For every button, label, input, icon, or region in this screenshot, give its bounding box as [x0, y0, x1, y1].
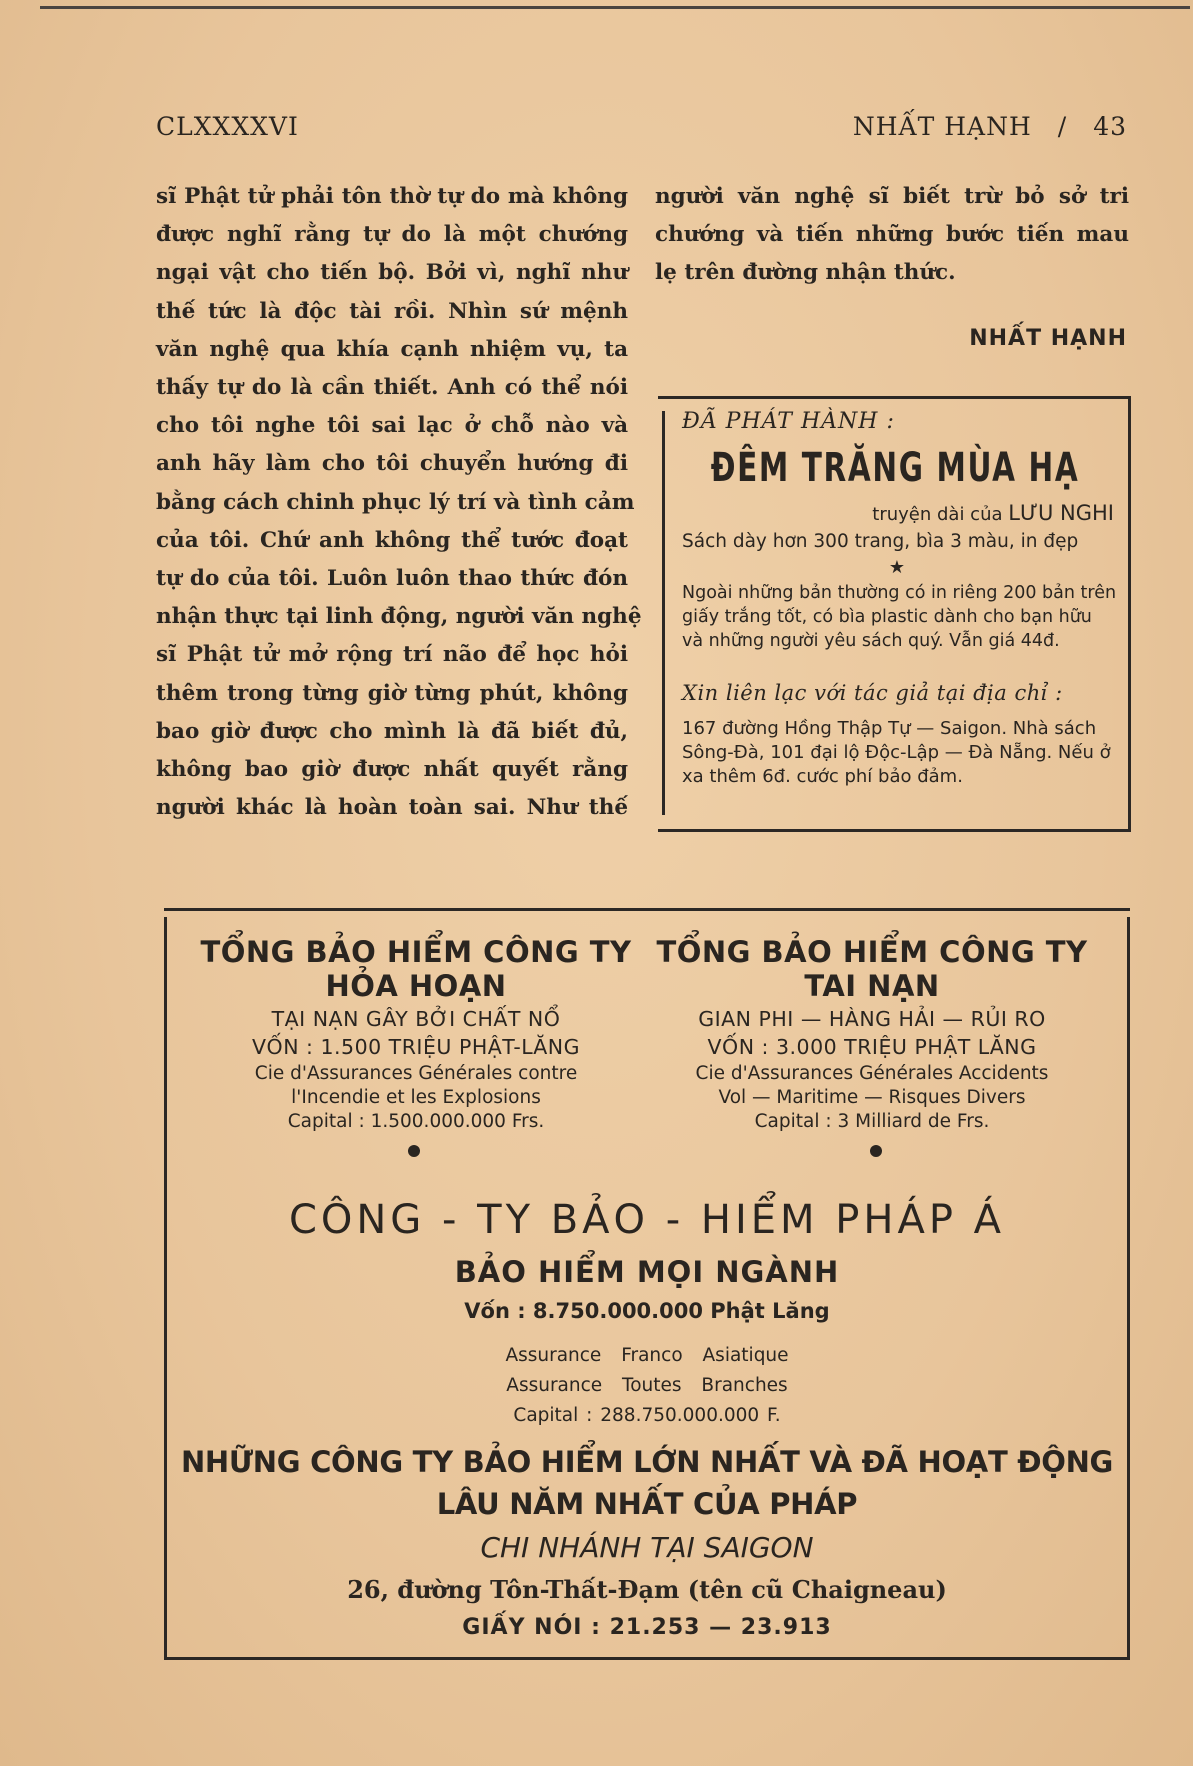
- text-line: nhận thực tại linh động, người văn nghệ: [156, 604, 642, 630]
- branch-label: CHI NHÁNH TẠI SAIGON: [480, 1531, 814, 1564]
- text-line: anh hãy làm cho tôi chuyển hướng đi: [156, 451, 628, 477]
- text-line: người văn nghệ sĩ biết trừ bỏ sở tri: [655, 184, 1129, 209]
- fire-insurance-heading: TỔNG BẢO HIỂM CÔNG TY: [200, 935, 632, 969]
- contact-address: 167 đường Hồng Thập Tự — Saigon. Nhà sách Sông-Đà, 101 đại lộ Độc-Lập — Đà Nẵng. Nếu ở xa thêm 6đ. cước phí bảo đảm.: [682, 718, 1111, 787]
- text-line: bao giờ được cho mình là đã biết đủ,: [156, 718, 628, 744]
- company-name: CÔNG - TY BẢO - HIỂM PHÁP Á: [288, 1197, 1006, 1243]
- text-line: thế tức là độc tài rồi. Nhìn sứ mệnh: [156, 298, 628, 324]
- article-text-right-end: [655, 254, 1129, 292]
- author-name: LƯU NGHI: [1008, 501, 1114, 525]
- company-tagline: BẢO HIỂM MỌI NGÀNH: [454, 1255, 840, 1289]
- text-line: văn nghệ qua khía cạnh nhiệm vụ, ta: [156, 336, 628, 362]
- text-line: người khác là hoàn toàn sai. Như thế: [156, 795, 628, 821]
- contact-label: Xin liên lạc với tác giả tại địa chỉ :: [682, 681, 1063, 705]
- special-edition-note: Ngoài những bản thường có in riêng 200 bản trên giấy trắng tốt, có bìa plastic dành cho bạn hữu và những người yêu sách quý. Vẫn giá 44đ.: [682, 583, 1117, 651]
- text-line: thấy tự do là cần thiết. Anh có thể nói: [156, 375, 628, 401]
- bullet-icon: [408, 1145, 420, 1157]
- book-advertisement: [658, 396, 1131, 832]
- text-line: của tôi. Chứ anh không thể tước đoạt: [156, 527, 628, 553]
- largest-companies-line: NHỮNG CÔNG TY BẢO HIỂM LỚN NHẤT VÀ ĐÃ HOẠT ĐỘNG: [180, 1445, 1114, 1479]
- released-label: ĐÃ PHÁT HÀNH :: [682, 409, 895, 434]
- top-rule: [40, 6, 1190, 9]
- header-author: NHẤT HẠNH: [852, 112, 1032, 141]
- article-column-left: [156, 178, 642, 827]
- page-number: 43: [1093, 112, 1127, 141]
- company-capital: Vốn : 8.750.000.000 Phật Lăng: [464, 1299, 830, 1323]
- author-prefix: truyện dài của: [872, 504, 1003, 525]
- article-column-right: [655, 178, 1129, 293]
- accident-insurance-french: Vol — Maritime — Risques Divers: [718, 1087, 1026, 1108]
- author-signature: NHẤT HẠNH: [969, 326, 1127, 351]
- accident-insurance-line: GIAN PHI — HÀNG HẢI — RỦI RO: [698, 1007, 1046, 1031]
- text-line: sĩ Phật tử phải tôn thờ tự do mà không: [156, 184, 628, 209]
- accident-insurance-capital: VỐN : 3.000 TRIỆU PHẬT LĂNG: [707, 1035, 1037, 1059]
- fire-insurance-capital: VỐN : 1.500 TRIỆU PHẬT-LĂNG: [252, 1035, 580, 1059]
- capital-french: Capital : 288.750.000.000 F.: [513, 1405, 781, 1426]
- text-line: lẹ trên đường nhận thức.: [655, 260, 956, 286]
- assurance-line: Assurance Toutes Branches: [506, 1375, 788, 1396]
- text-line: được nghĩ rằng tự do là một chướng: [156, 222, 628, 248]
- fire-insurance-french-capital: Capital : 1.500.000.000 Frs.: [287, 1111, 545, 1132]
- text-line: cho tôi nghe tôi sai lạc ở chỗ nào và: [156, 413, 628, 439]
- text-line: bằng cách chinh phục lý trí và tình cảm: [156, 489, 635, 515]
- header-separator: /: [1057, 112, 1068, 141]
- accident-insurance-french: Cie d'Assurances Générales Accidents: [695, 1063, 1049, 1084]
- bullet-icon: [870, 1145, 882, 1157]
- text-line: tự do của tôi. Luôn luôn thao thức đón: [156, 566, 628, 592]
- text-line: ngại vật cho tiến bộ. Bởi vì, nghĩ như: [156, 260, 628, 286]
- text-line: chướng và tiến những bước tiến mau: [655, 222, 1129, 248]
- largest-companies-line: LÂU NĂM NHẤT CỦA PHÁP: [436, 1487, 858, 1521]
- text-line: thêm trong từng giờ từng phút, không: [156, 680, 628, 706]
- accident-insurance-heading: TỔNG BẢO HIỂM CÔNG TY: [656, 935, 1088, 969]
- insurance-advertisement: [164, 908, 1130, 1660]
- book-specs: Sách dày hơn 300 trang, bìa 3 màu, in đẹp: [682, 531, 1079, 552]
- box-left-rule: [662, 411, 665, 815]
- book-author: [872, 501, 1114, 525]
- fire-insurance-line: TẠI NẠN GÂY BỞI CHẤT NỔ: [271, 1007, 561, 1031]
- book-title: ĐÊM TRĂNG MÙA HẠ: [710, 445, 1080, 491]
- branch-address: 26, đường Tôn-Thất-Đạm (tên cũ Chaigneau): [347, 1575, 947, 1604]
- star-icon: ★: [888, 557, 906, 578]
- assurance-line: Assurance Franco Asiatique: [505, 1345, 789, 1366]
- accident-insurance-subheading: TAI NẠN: [804, 969, 940, 1003]
- text-line: không bao giờ được nhất quyết rằng: [156, 757, 628, 783]
- accident-insurance-french-capital: Capital : 3 Milliard de Frs.: [754, 1111, 990, 1132]
- issue-number: CLXXXXVI: [156, 112, 299, 141]
- fire-insurance-french: l'Incendie et les Explosions: [291, 1087, 541, 1108]
- phone-numbers: GIẤY NÓI : 21.253 — 23.913: [462, 1615, 832, 1640]
- fire-insurance-french: Cie d'Assurances Générales contre: [254, 1063, 578, 1084]
- article-text-right: [655, 178, 1129, 254]
- article-text-left: [156, 178, 642, 827]
- text-line: sĩ Phật tử mở rộng trí não để học hỏi: [156, 642, 628, 668]
- running-header: [853, 112, 1127, 141]
- fire-insurance-subheading: HỎA HOẠN: [325, 969, 507, 1003]
